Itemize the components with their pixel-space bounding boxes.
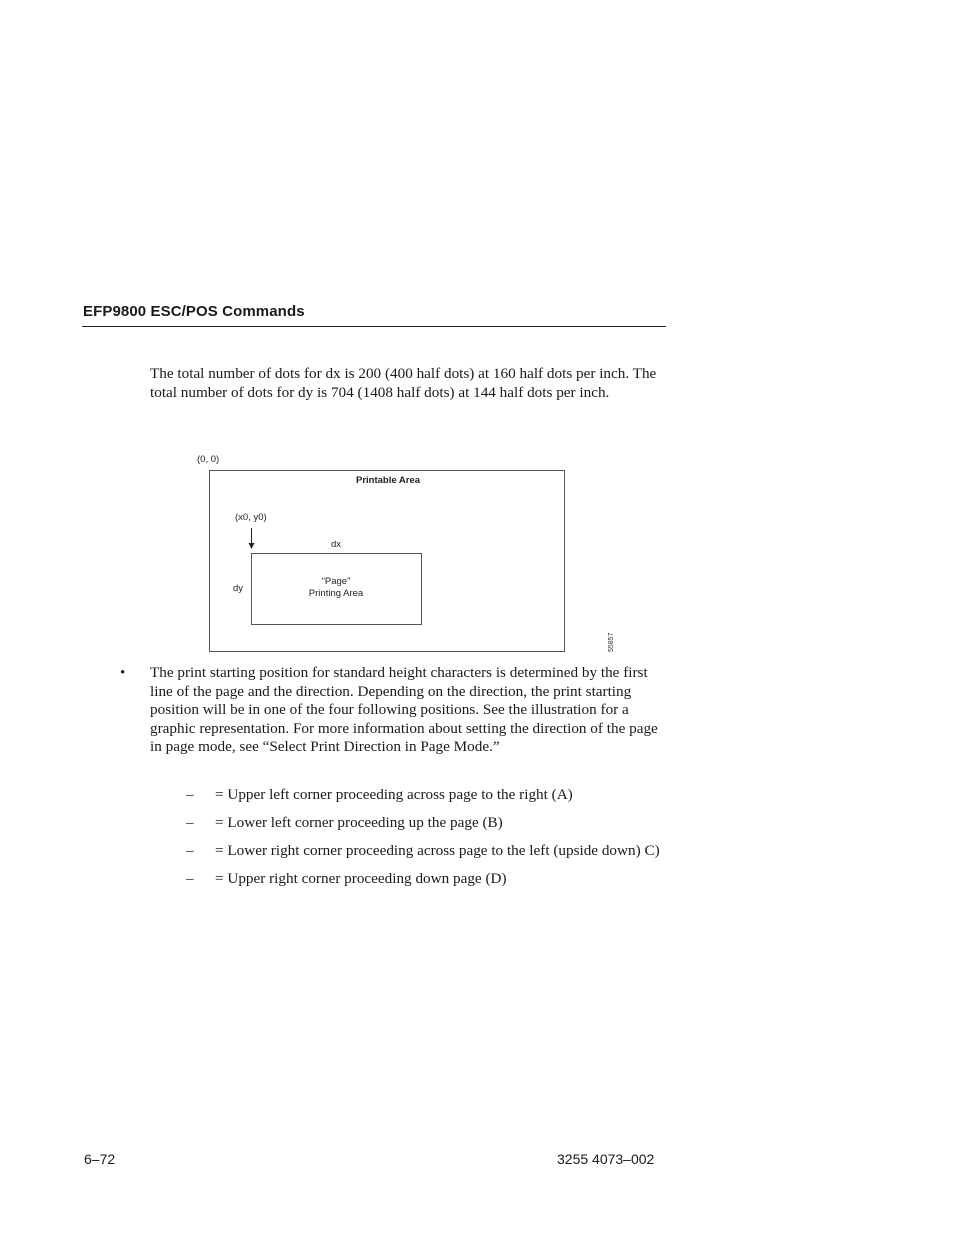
bullet-marker: • <box>120 665 126 681</box>
document-number: 3255 4073–002 <box>557 1151 655 1167</box>
dy-label: dy <box>233 583 244 594</box>
dash-marker: – <box>186 841 194 859</box>
section-header-title: EFP9800 ESC/POS Commands <box>83 303 305 320</box>
list-item-text: = Lower right corner proceeding across page to the left (upside down) C) <box>215 841 660 859</box>
list-item-text: = Lower left corner proceeding up the page (B) <box>215 813 503 831</box>
dx-label: dx <box>331 539 342 550</box>
list-item <box>186 786 666 805</box>
page-area-label-line2: Printing Area <box>308 588 364 599</box>
dash-marker: – <box>186 869 194 887</box>
list-item <box>186 842 666 861</box>
direction-list <box>186 786 666 898</box>
bullet-text: The print starting position for standard height characters is determined by the first line of the page and the direction. Depending on the direction, the print starting position will be in one of the four following positions. See the illustration for a graphic representation. For more information about setting the direction of the page in page mode, see “Select Print Direction in Page Mode.” <box>150 664 658 756</box>
list-item <box>186 814 666 833</box>
printable-area-label: Printable Area <box>356 475 421 486</box>
list-item <box>186 870 666 889</box>
dash-marker: – <box>186 786 194 803</box>
start-point-label: (x0, y0) <box>235 512 267 523</box>
intro-paragraph: The total number of dots for dx is 200 (400 half dots) at 160 half dots per inch. The total number of dots for dy is 704 (1408 half dots) at 144 half dots per inch. <box>150 365 657 401</box>
printable-area-figure <box>190 450 630 656</box>
page-area-label-line1: “Page” <box>321 576 351 587</box>
list-item-text: = Upper left corner proceeding across page to the right (A) <box>215 786 573 803</box>
list-item-text: = Upper right corner proceeding down page (D) <box>215 869 507 887</box>
page-number: 6–72 <box>84 1151 116 1167</box>
figure-id-label: 55857 <box>608 632 615 652</box>
header-rule <box>82 326 666 327</box>
dash-marker: – <box>186 813 194 831</box>
start-point-arrow-head <box>249 543 255 549</box>
origin-label: (0, 0) <box>197 454 220 465</box>
